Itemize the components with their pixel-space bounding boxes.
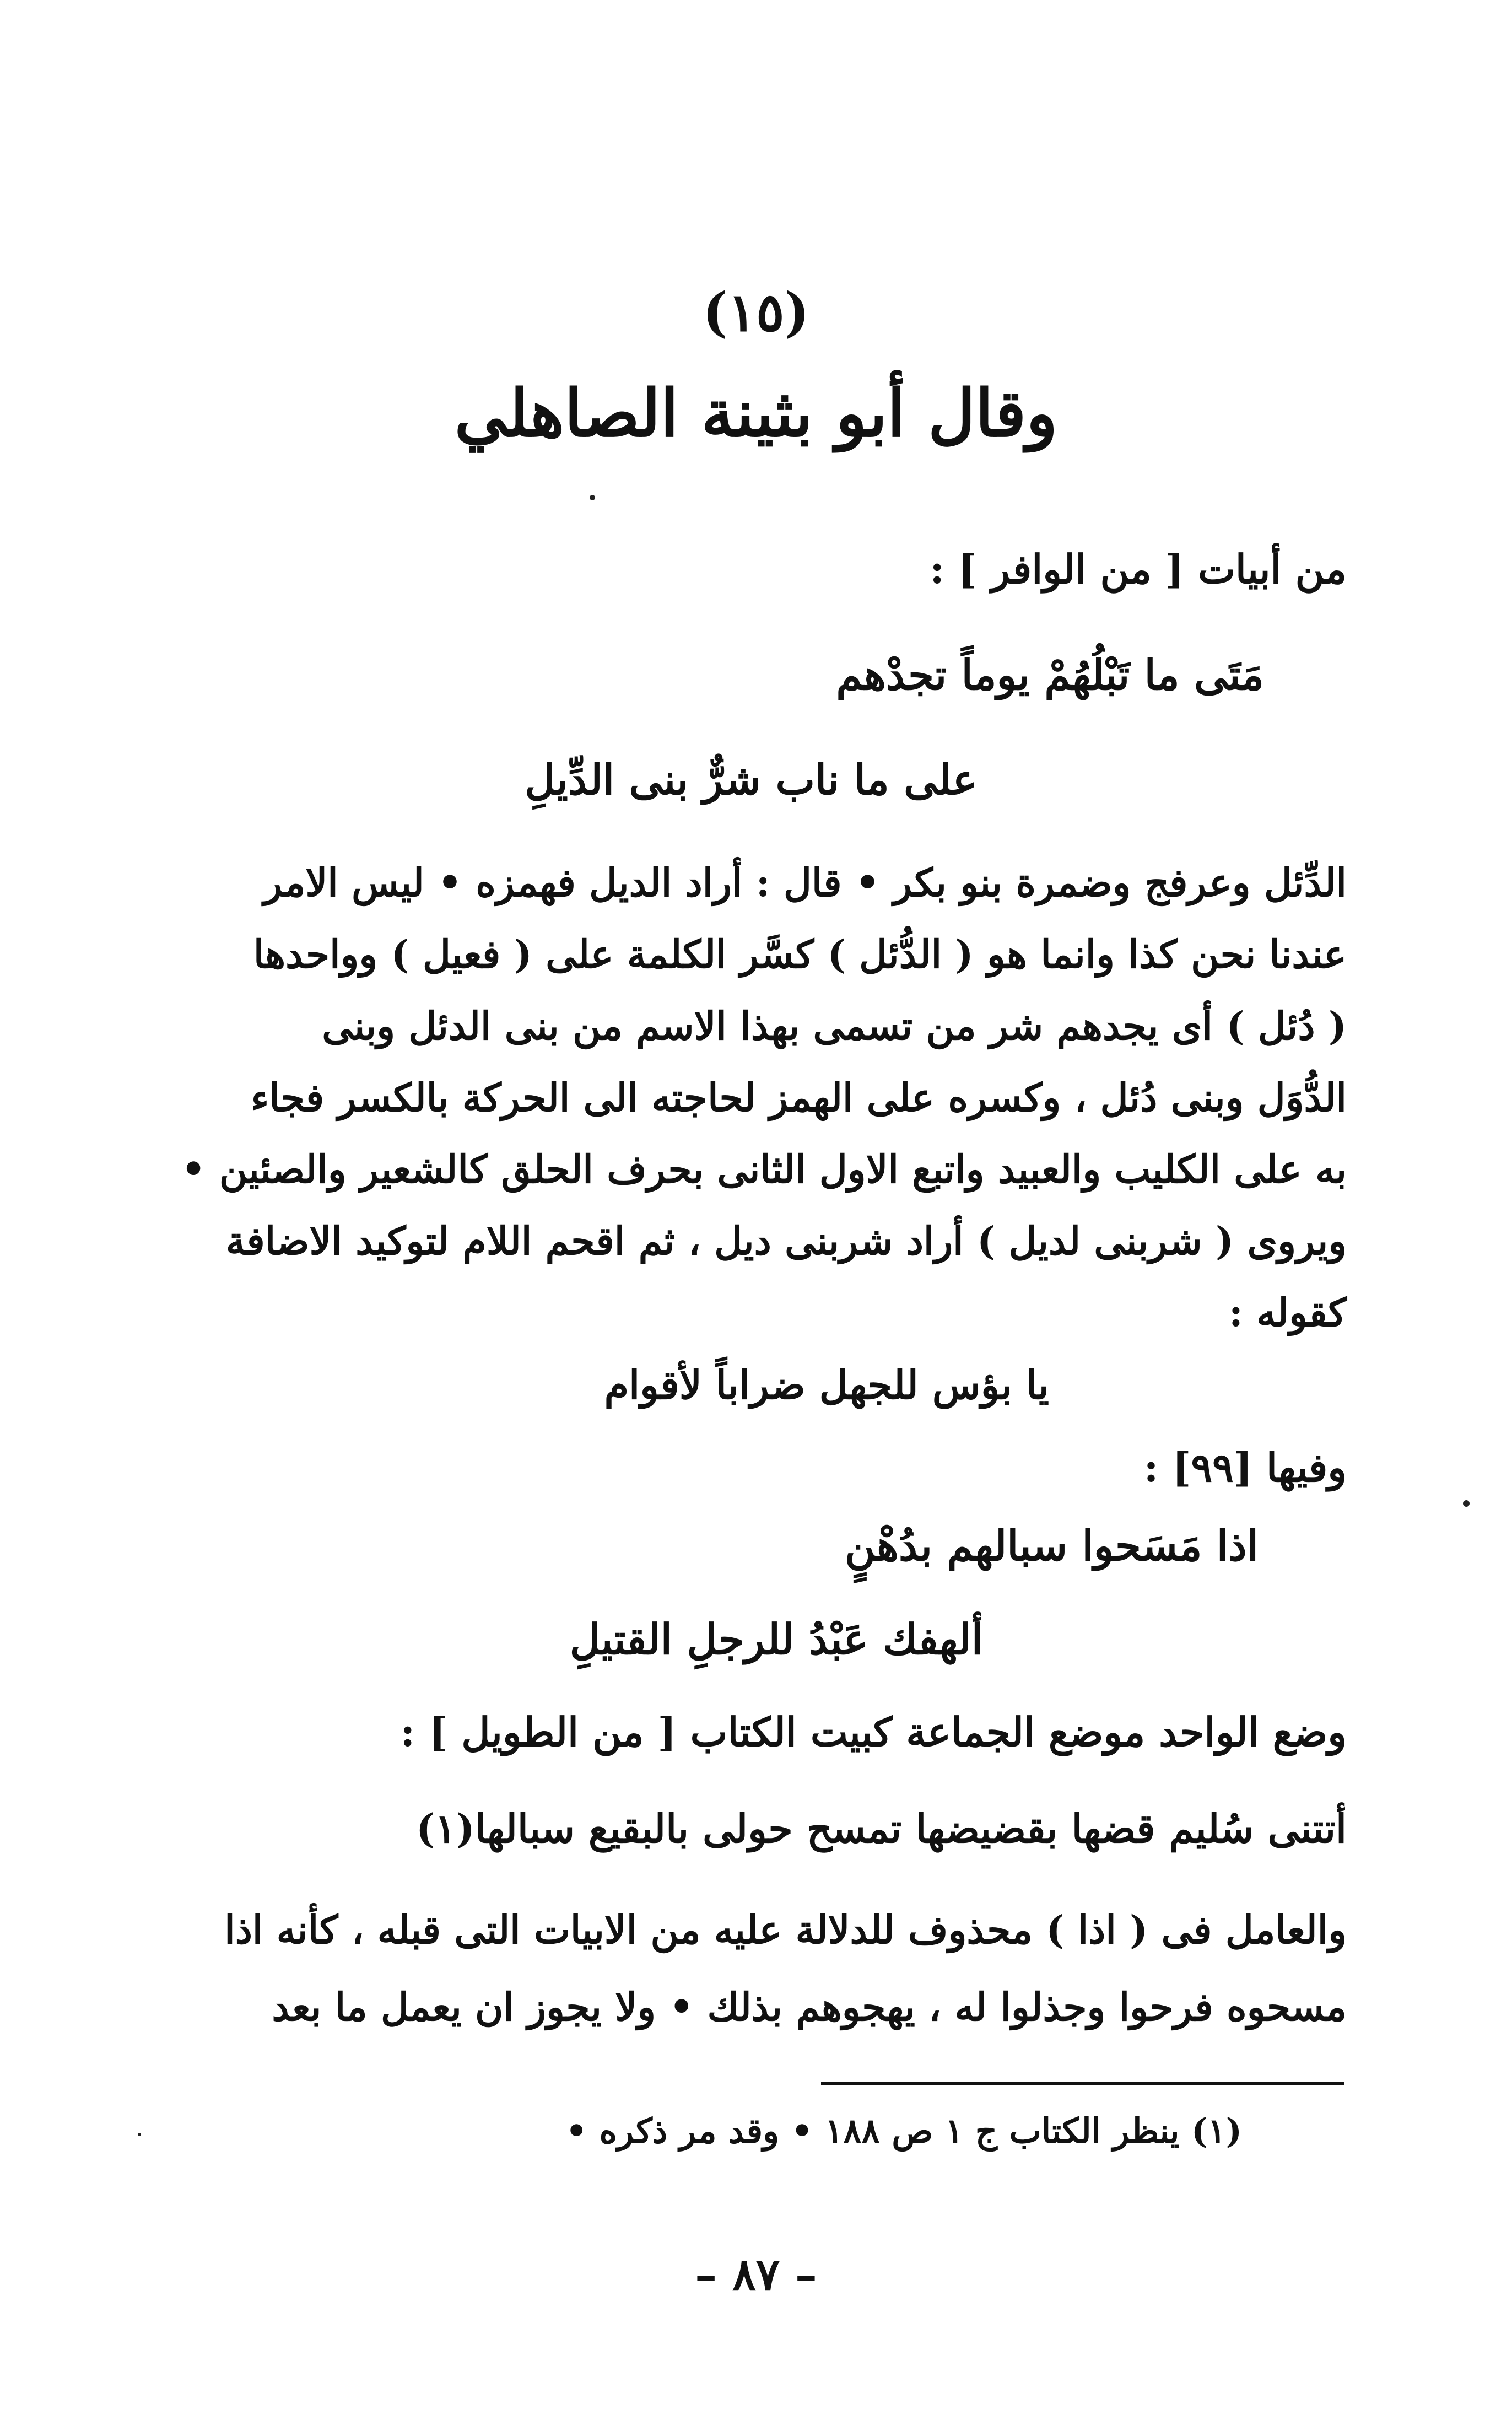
ink-speck bbox=[1463, 1500, 1470, 1507]
page-title: وقال أبو بثينة الصاهلي bbox=[454, 375, 1058, 451]
commentary-1-line-3: ( دُئل ) أى يجدهم شر من تسمى بهذا الاسم من بنى الدئل وبنى bbox=[322, 1003, 1347, 1049]
verse-1-hemistich-2: على ما ناب شرٌّ بنى الدِّيلِ bbox=[525, 755, 978, 804]
quoted-verse: يا بؤس للجهل ضراباً لأقوام bbox=[604, 1361, 1049, 1408]
poem-number: (١٥) bbox=[703, 281, 809, 343]
and-in-it-line: وفيها [٩٩] : bbox=[1143, 1444, 1347, 1491]
footnote-divider bbox=[821, 2082, 1344, 2085]
commentary-1-line-5: به على الكليب والعبيد واتبع الاول الثانى بحرف الحلق كالشعير والصئين • bbox=[181, 1146, 1347, 1192]
page-number: – ٨٧ – bbox=[695, 2249, 817, 2300]
commentary-1-line-7: كقوله : bbox=[1229, 1290, 1347, 1335]
commentary-1-line-1: الدِّئل وعرفج وضمرة بنو بكر • قال : أراد الديل فهمزه • ليس الامر bbox=[263, 860, 1347, 905]
commentary-1-line-2: عندنا نحن كذا وانما هو ( الدُّئل ) كسَّر الكلمة على ( فعيل ) وواحدها bbox=[253, 931, 1347, 977]
verse-3: أتتنى سُليم قضها بقضيضها تمسح حولى بالبقيع سبالها(١) bbox=[416, 1805, 1347, 1852]
verse-2-hemistich-2: ألهفك عَبْدُ للرجلِ القتيلِ bbox=[569, 1615, 983, 1664]
verse-2-hemistich-1: اذا مَسَحوا سبالهم بدُهْنٍ bbox=[845, 1521, 1259, 1570]
commentary-3-line-2: مسحوه فرحوا وجذلوا له ، يهجوهم بذلك • ولا يجوز ان يعمل ما بعد bbox=[272, 1984, 1347, 2030]
commentary-2: وضع الواحد موضع الجماعة كبيت الكتاب [ من الطويل ] : bbox=[400, 1708, 1347, 1755]
footnote-1: (١) ينظر الكتاب ج ١ ص ١٨٨ • وقد مر ذكره • bbox=[565, 2111, 1242, 2151]
ink-speck bbox=[138, 2133, 141, 2136]
intro-line: من أبيات [ من الوافر ] : bbox=[930, 546, 1347, 592]
ink-speck bbox=[590, 495, 595, 500]
commentary-3-line-1: والعامل فى ( اذا ) محذوف للدلالة عليه من الابيات التى قبله ، كأنه اذا bbox=[224, 1907, 1347, 1953]
commentary-1-line-6: ويروى ( شربنى لديل ) أراد شربنى ديل ، ثم اقحم اللام لتوكيد الاضافة bbox=[225, 1218, 1347, 1264]
verse-1-hemistich-1: مَتَى ما تَبْلُهُمْ يوماً تجدْهم bbox=[836, 650, 1264, 699]
commentary-1-line-4: الدُّوَل وبنى دُئل ، وكسره على الهمز لحاجته الى الحركة بالكسر فجاء bbox=[251, 1075, 1347, 1120]
